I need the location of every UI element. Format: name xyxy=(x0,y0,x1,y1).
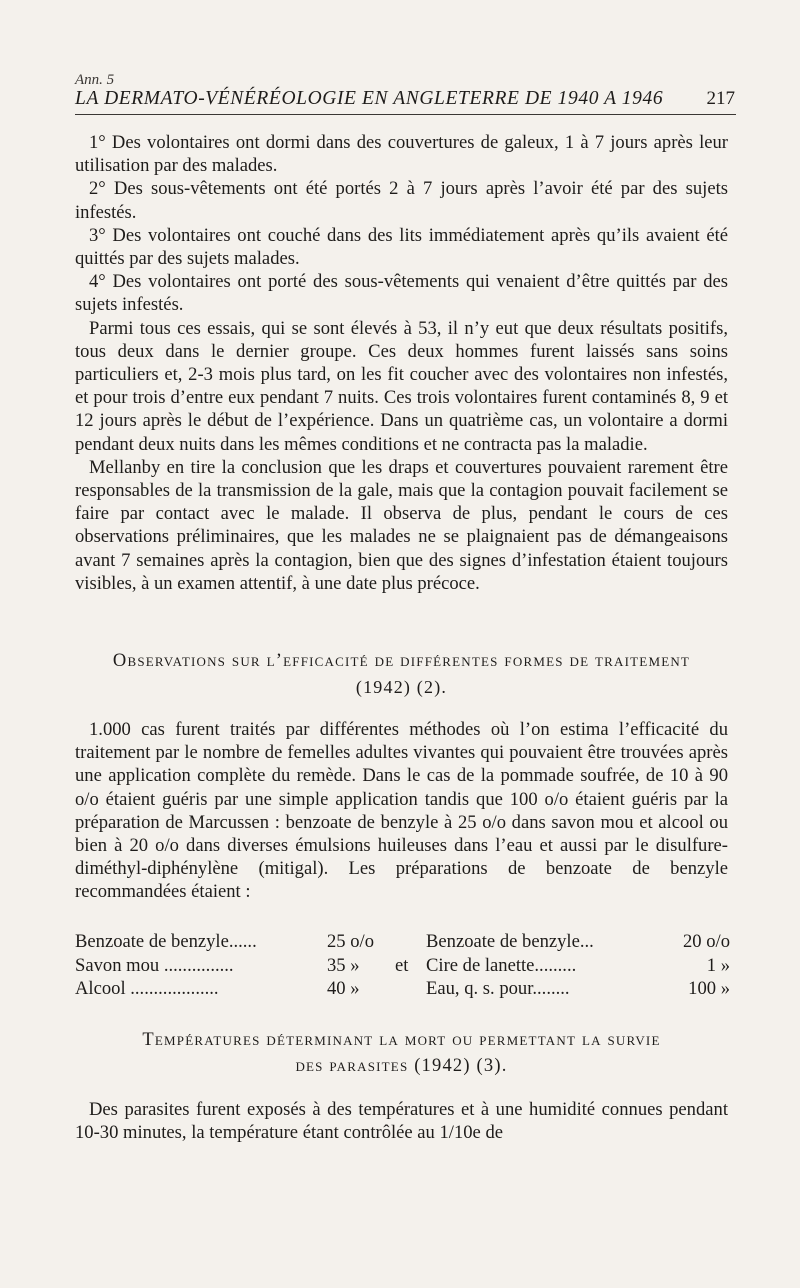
ingredient-value: 25 o/o xyxy=(327,931,375,952)
ingredient-value: 1 » xyxy=(706,954,730,976)
ingredient-value: 40 » xyxy=(327,978,360,999)
ingredient-name: Savon mou ............... xyxy=(75,954,234,976)
section-heading-temperatures xyxy=(75,1027,728,1079)
ingredient-name: Benzoate de benzyle... xyxy=(426,931,594,952)
page-number: 217 xyxy=(706,88,735,109)
heading-line: (1942) (2). xyxy=(355,677,448,697)
ingredient-value: 100 » xyxy=(688,978,730,999)
paragraph-mellanby: Mellanby en tire la conclusion que les draps et couvertures pouvaient rarement être responsables de la transmission de la gale, mais que la contagion pouvait facilement se faire par contact avec le malade. Il observa de plus, pendant le cours de ces observations préliminaires, que les malades ne se plaignaient pas de démangeaisons avant 7 semaines après la contagion, bien que des signes d’infestation étaient toujours visibles, à un examen attentif, à une date plus précoce. xyxy=(75,456,728,594)
section-heading-treatment xyxy=(75,648,728,700)
ingredient-name: Cire de lanette......... xyxy=(426,954,577,976)
journal-abbrev: Ann. 5 xyxy=(75,72,115,88)
heading-line: Températures déterminant la mort ou permettant la survie xyxy=(142,1030,661,1050)
running-head xyxy=(75,72,735,110)
paragraph-item-3: 3° Des volontaires ont couché dans des lits immédiatement après qu’ils avaient été quittés par des sujets malades. xyxy=(75,224,728,270)
section-temperatures xyxy=(75,1098,728,1144)
paragraph-item-1: 1° Des volontaires ont dormi dans des couvertures de galeux, 1 à 7 jours après leur utilisation par des malades. xyxy=(75,132,728,177)
ingredient-name: Eau, q. s. pour........ xyxy=(426,978,570,999)
paragraph-results: Parmi tous ces essais, qui se sont élevés à 53, il n’y eut que deux résultats positifs, tous deux dans le dernier groupe. Ces deux hommes furent laissés sans soins particuliers et, 2-3 mois plus tard, on les fit coucher avec des volontaires non infestés, et pour trois d’entre eux pendant 7 nuits. Ces trois volontaires furent contaminés 8, 9 et 12 jours après le début de l’expérience. Dans un quatrième cas, un volontaire a dormi pendant deux nuits dans les mêmes conditions et ne contracta pas la maladie. xyxy=(75,317,728,455)
formula-row xyxy=(75,954,730,978)
paragraph-item-2: 2° Des sous-vêtements ont été portés 2 à 7 jours après l’avoir été par des sujets infestés. xyxy=(75,178,728,223)
ingredient-value: 20 o/o xyxy=(682,931,730,952)
formula-joiner: et xyxy=(395,954,409,976)
heading-line: Observations sur l’efficacité de différentes formes de traitement xyxy=(112,651,691,671)
running-title: LA DERMATO-VÉNÉRÉOLOGIE EN ANGLETERRE DE 1940 A 1946 xyxy=(75,88,664,109)
section-experiments xyxy=(75,131,728,595)
ingredient-value: 35 » xyxy=(327,954,360,976)
ingredient-name: Benzoate de benzyle...... xyxy=(75,931,257,952)
header-rule xyxy=(75,114,736,115)
formula-row xyxy=(75,930,730,954)
paragraph-treatment: 1.000 cas furent traités par différentes méthodes où l’on estima l’efficacité du traitement par le nombre de femelles adultes vivantes qui pouvaient être trouvées après une application complète du remède. Dans le cas de la pommade soufrée, de 10 à 90 o/o étaient guéris par une simple application tandis que 100 o/o étaient guéris par la préparation de Marcussen : benzoate de benzyle à 25 o/o dans savon mou et alcool ou bien à 20 o/o dans diverses émulsions huileuses dans l’eau et aussi par le disulfure-diméthyl-diphénylène (mitigal). Les préparations de benzoate de benzyle recommandées étaient : xyxy=(75,719,728,903)
section-treatment xyxy=(75,718,728,904)
formula-table xyxy=(75,930,730,1001)
paragraph-temperatures: Des parasites furent exposés à des températures et à une humidité connues pendant 10-30 minutes, la température étant contrôlée au 1/10e de xyxy=(75,1099,728,1144)
ingredient-name: Alcool ................... xyxy=(75,978,219,999)
formula-row xyxy=(75,977,730,1001)
heading-line: des parasites (1942) (3). xyxy=(295,1056,508,1076)
paragraph-item-4: 4° Des volontaires ont porté des sous-vêtements qui venaient d’être quittés par des sujets infestés. xyxy=(75,271,728,316)
